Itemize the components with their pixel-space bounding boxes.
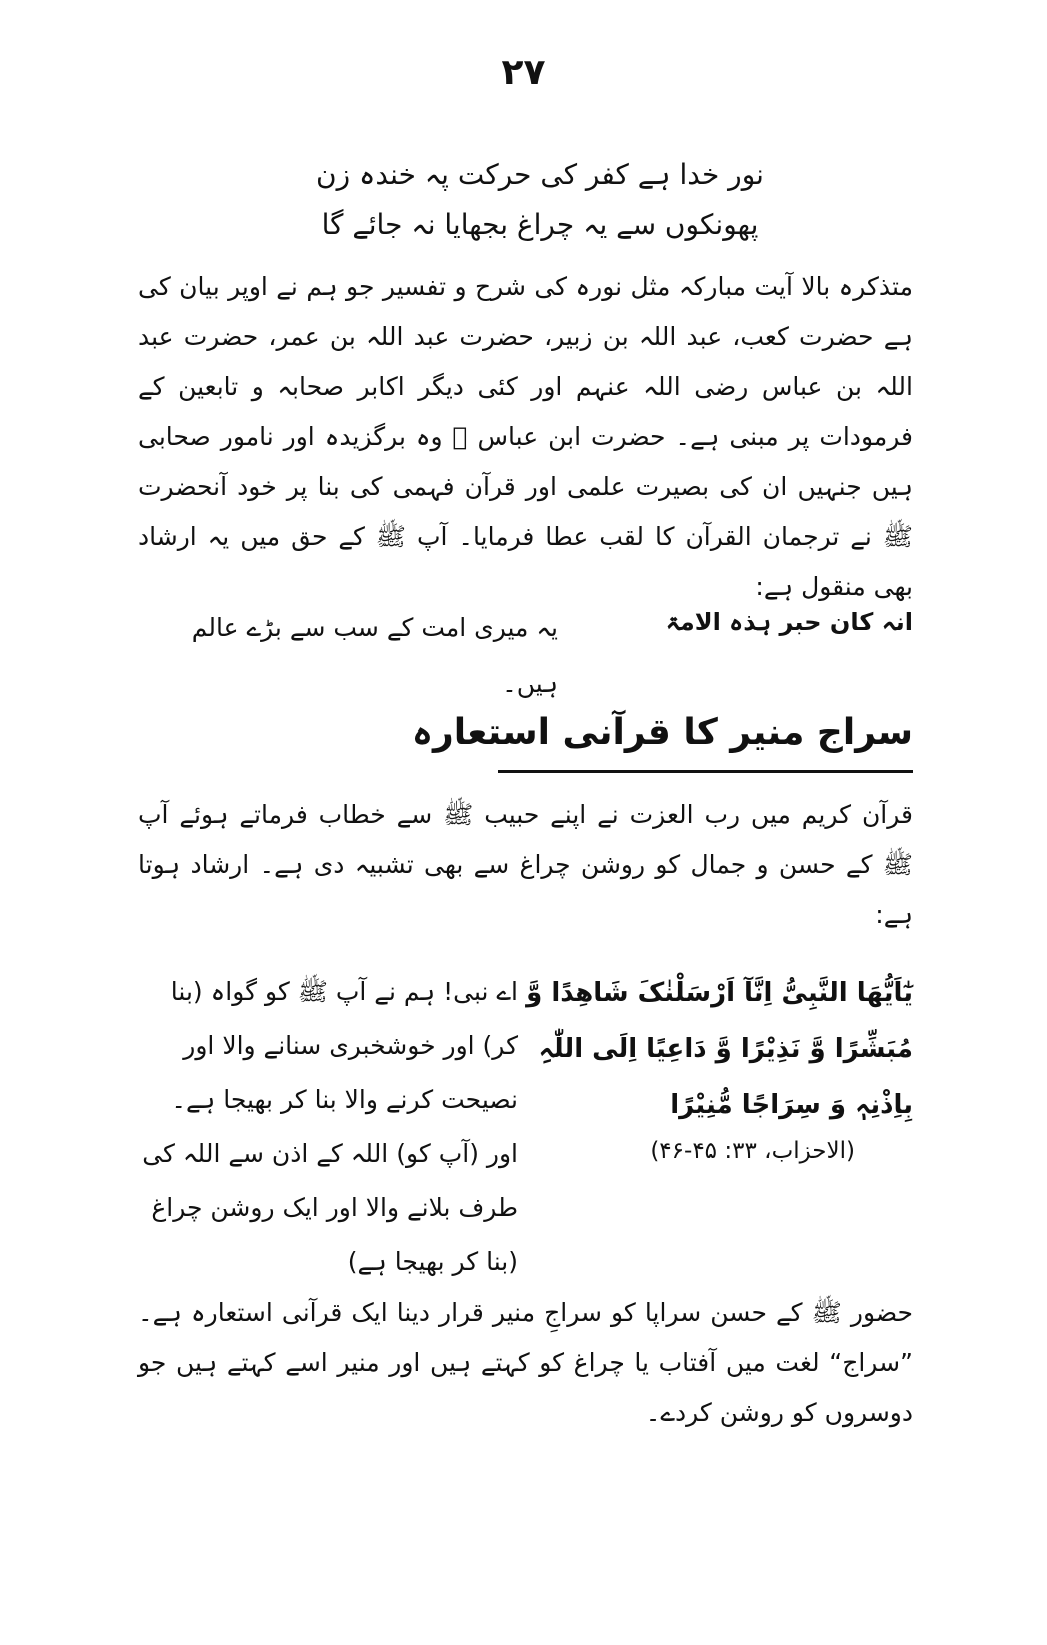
quote-translation: یہ میری امت کے سب سے بڑے عالم ہیں۔ — [191, 613, 558, 698]
quranic-verse: یٰٓاَیُّھَا النَّبِیُّ اِنَّآ اَرْسَلْنٰکَ شَاھِدًا وَّ مُبَشِّرًا وَّ نَذِیْرًا وَّ دَاعِیًا اِلَی اللّٰہِ بِاِذْنِہٖ وَ سِرَاجًا مُّنِیْرًا — [526, 978, 913, 1120]
arabic-quote: انہ کان حبر ہذہ الامۃ — [665, 608, 913, 636]
heading-underline — [498, 770, 913, 773]
couplet-line-1: نور خدا ہے کفر کی حرکت پہ خندہ زن — [316, 158, 764, 191]
section-heading: سراج منیر کا قرآنی استعارہ — [411, 712, 913, 753]
paragraph-intro: قرآن کریم میں رب العزت نے اپنے حبیب ﷺ سے خطاب فرماتے ہوئے آپ ﷺ کے حسن و جمال کو روشن چراغ سے بھی تشبیہ دی ہے۔ ارشاد ہوتا ہے: — [138, 800, 913, 929]
page-number: ۲۷ — [501, 52, 546, 93]
couplet-line-2: پھونکوں سے یہ چراغ بجھایا نہ جائے گا — [321, 208, 759, 241]
paragraph-tafsir: متذکرہ بالا آیت مبارکہ مثل نورہ کی شرح و تفسیر جو ہم نے اوپر بیان کی ہے حضرت کعب، عبد اللہ بن زبیر، حضرت عبد اللہ بن عمر، حضرت عبد اللہ بن عباس رضی اللہ عنہم اور کئی دیگر اکابر صحابہ و تابعین کے فرمودات پر مبنی ہے۔ حضرت ابن عباس ﷜ وہ برگزیدہ اور نامور صحابی ہیں جنہیں ان کی بصیرت علمی اور قرآن فہمی کی بنا پر خود آنحضرت ﷺ نے ترجمان القرآن کا لقب عطا فرمایا۔ آپ ﷺ کے حق میں یہ ارشاد بھی منقول ہے: — [138, 272, 913, 601]
paragraph-conclusion: حضور ﷺ کے حسن سراپا کو سراجِ منیر قرار دینا ایک قرآنی استعارہ ہے۔ ”سراج“ لغت میں آفتاب یا چراغ کو کہتے ہیں اور منیر اسے کہتے ہیں جو دوسروں کو روشن کردے۔ — [138, 1298, 913, 1427]
verse-reference: (الاحزاب، ۳۳: ۴۵-۴۶) — [650, 1138, 855, 1164]
verse-translation: اے نبی! ہم نے آپ ﷺ کو گواہ (بنا کر) اور خوشخبری سنانے والا اور نصیحت کرنے والا بنا کر بھیجا ہے۔ اور (آپ کو) اللہ کے اذن سے اللہ کی طرف بلانے والا اور ایک روشن چراغ (بنا کر بھیجا ہے) — [142, 977, 518, 1276]
quote-row — [138, 600, 913, 700]
